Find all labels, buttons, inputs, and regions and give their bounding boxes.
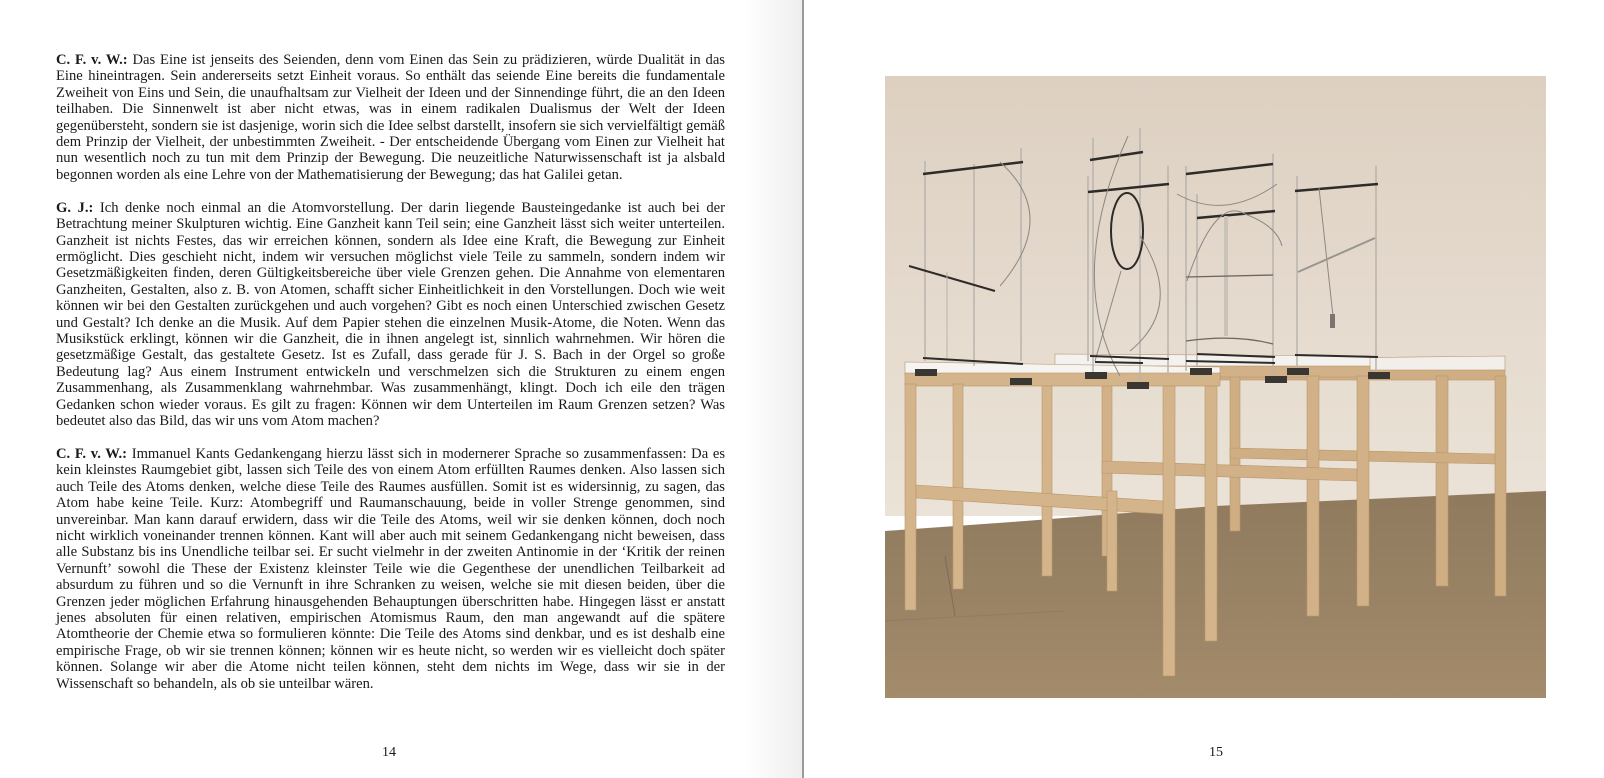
paragraph-text: Immanuel Kants Gedankengang hierzu lässt sich in modernerer Sprache so zusammenfassen: Da es kein kleinstes Raumgebiet gibt, lassen sich Teile des von einem Atom erfüllten Raumes denken. Also lassen sich auch Teile des Atoms denken, welche diese Teile des Raumes ausfüllen. Somit ist es widersinnig, zu sagen, das Atom habe keine Teile. Kurz: Atombegriff und Raumanschauung, beide in voller Strenge genommen, sind unvereinbar. Man kann darauf erwidern, dass wir die Teile des Atoms, weil wir sie denken können, doch noch nicht wirklich voneinander trennen können. Kant will aber auch mit seinem Gedankengang nicht beweisen, dass alle Substanz bis ins Unendliche teilbar sei. Er sucht vielmehr in der zweiten Antinomie in der ‘Kritik der reinen Vernunft’ sowohl die These der Existenz kleinster Teile wie die Gegenthese der unendlichen Teilbarkeit ad absurdum zu führen und so die Vernunft in ihre Schranken zu weisen, welche sie mit diesen beiden, über die Grenzen jeder möglichen Erfahrung hinausgehenden Behauptungen überschritten habe. Hingegen lässt er anstatt jenes absoluten für einen relativen, empirischen Atomismus Raum, den man angewandt auf die spätere Atomtheorie der Chemie etwa so formulieren könnte: Die Teile des Atoms sind denkbar, und es ist deshalb eine empirische Frage, ob wir sie trennen können; können wir es heute nicht, so werden wir es vielleicht doch später können. Solange wir aber die Atome nicht teilen können, steht dem nichts im Wege, dass wir sie in der Wissenschaft so behandeln, als ob sie unteilbar wären. <box>56 445 726 692</box>
paragraph <box>56 200 725 430</box>
sculpture-photo-illustration <box>885 76 1546 698</box>
speaker-label: C. F. v. W.: <box>56 52 128 68</box>
speaker-label: G. J.: <box>56 199 94 216</box>
page-number-right: 15 <box>1209 745 1223 760</box>
sculpture-photo <box>885 76 1546 698</box>
paragraph <box>56 52 725 183</box>
paragraph <box>56 446 725 692</box>
paragraph-text: Ich denke noch einmal an die Atomvorstellung. Der darin liegende Bausteingedanke ist auch bei der Betrachtung meiner Skulpturen wichtig. Eine Ganzheit kann Teil sein; eine Ganzheit lässt sich weiter unterteilen. Ganzheit ist nichts Festes, das wir erreichen können, sondern als Idee eine Kraft, die Bewegung zur Einheit ermöglicht. Dies geschieht nicht, indem wir versuchen möglichst viele Teile zu sammeln, sondern indem wir Gesetzmäßigkeiten finden, deren Gültigkeitsbereiche über viele Grenzen gehen. Die Annahme von elementaren Ganzheiten, Gestalten, also z. B. von Atomen, schafft sicher Einheitlichkeit in den Vorstellungen. Doch wie weit können wir bei den Gestalten zurückgehen und auch vorgehen? Gibt es noch einen Unterschied zwischen Gesetz und Gestalt? Ich denke an die Musik. Auf dem Papier stehen die einzelnen Musik-Atome, die Noten. Wenn das Musikstück erklingt, können wir die Ganzheit, die in ihnen angelegt ist, sinnlich wahrnehmen. Wir hören die gesetzmäßige Gestalt, das gestaltete Gesetz. Ist es Zufall, dass gerade für J. S. Bach in der Orgel so große Bedeutung lag? Aus einem Instrument entwickeln und verschmelzen sich die Strukturen zu einem engen Zusammenhang, als Zusammenklang wahrnehmbar. Was zusammenhängt, klingt. Doch ich eile den trägen Gedanken schon wieder voraus. Es gilt zu fragen: Können wir dem Unterteilen im Raum Grenzen setzen? Was bedeutet also das Bild, das wir uns vom Atom machen? <box>56 199 725 430</box>
gutter-shadow <box>745 0 803 778</box>
speaker-label: C. F. v. W.: <box>56 445 128 462</box>
interview-text <box>56 52 725 709</box>
page-number-left: 14 <box>382 745 396 760</box>
paragraph-text: Das Eine ist jenseits des Seienden, denn vom Einen das Sein zu prädizieren, würde Dualität in das Eine hineintragen. Sein andererseits setzt Einheit voraus. So enthält das seiende Eine bereits die fundamentale Zweiheit von Eins und Sein, die unaufhaltsam zur Vielheit der Ideen und der Sinnendinge führt, die an den Ideen teilhaben. Die Sinnenwelt ist aber nicht etwas, was in einem radikalen Dualismus der Welt der Ideen gegenübersteht, sondern sie ist dasjenige, worin sich die Idee selbst darstellt, insofern sie sich vervielfältigt gemäß dem Prinzip der Vielheit, der unbestimmten Zweiheit. - Der entscheidende Übergang vom Einen zur Vielheit hat nun wesentlich noch zu tun mit dem Prinzip der Bewegung. Die neuzeitliche Naturwissenschaft ist ja alsbald begonnen worden als eine Lehre von der Mathematisierung der Bewegung; das hat Galilei getan. <box>56 52 725 183</box>
